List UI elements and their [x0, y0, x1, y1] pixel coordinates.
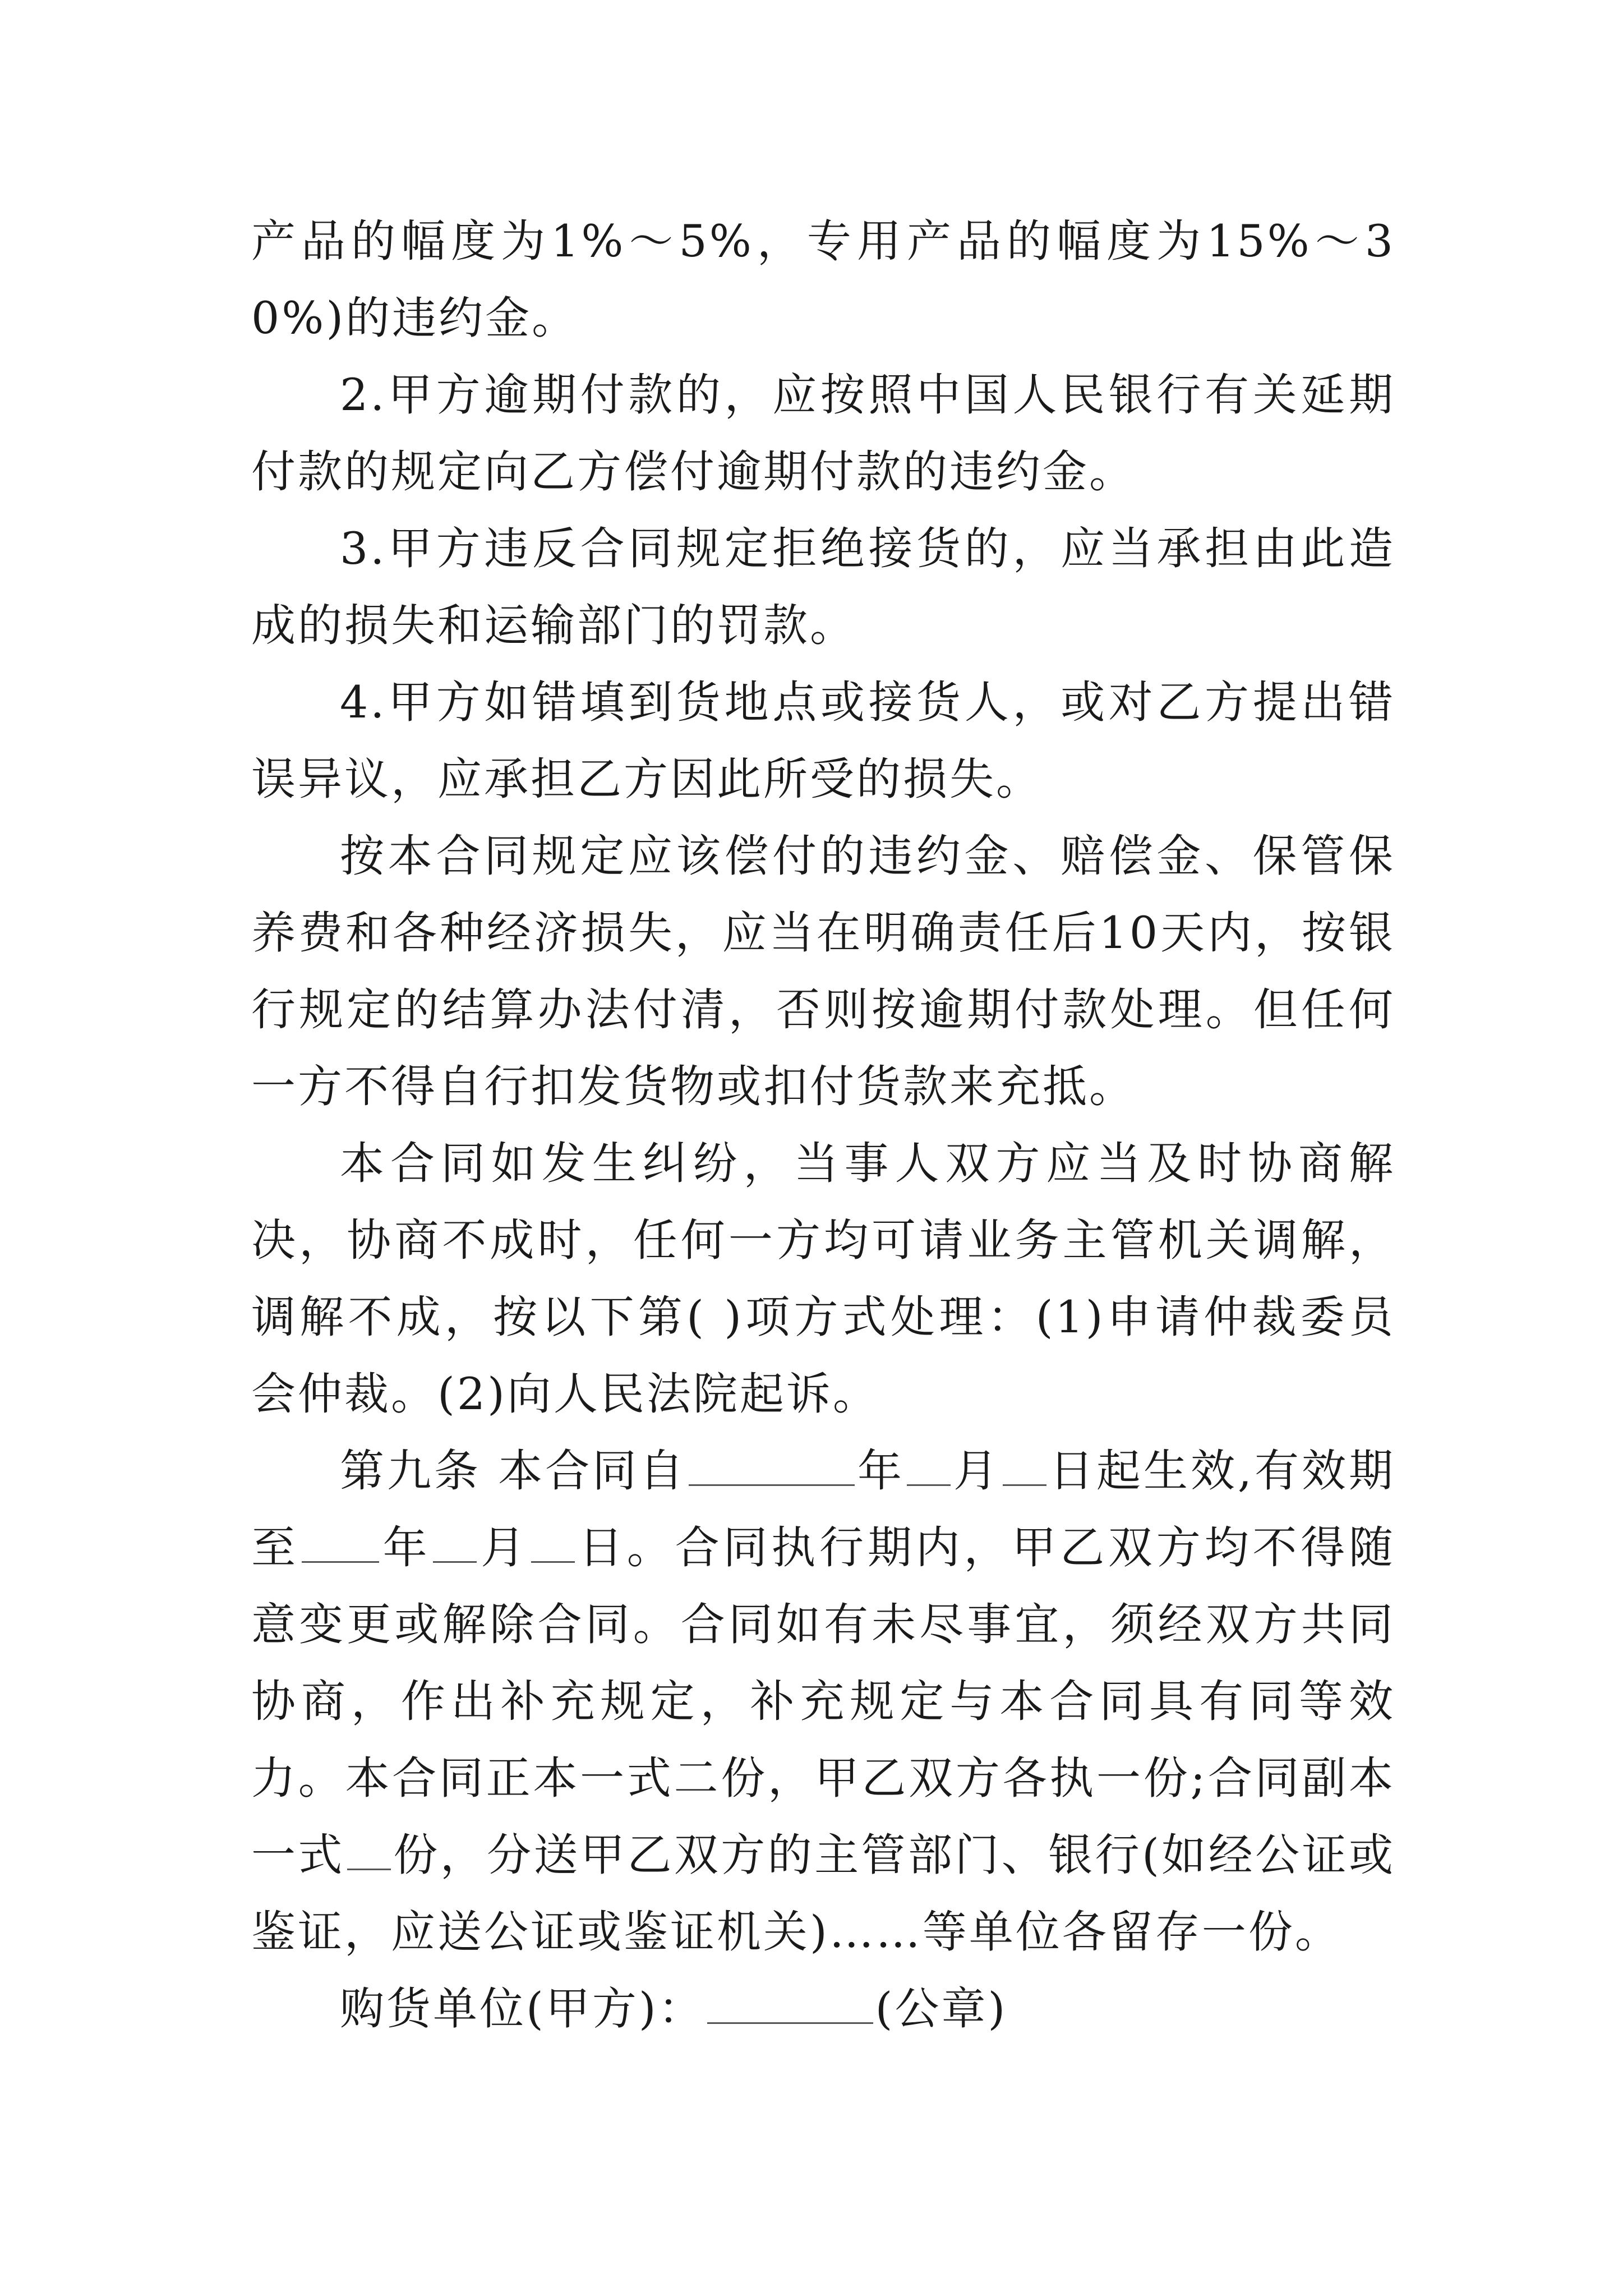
paragraph-clause-4: 4.甲方如错填到货地点或接货人，或对乙方提出错误异议，应承担乙方因此所受的损失。 — [251, 677, 1395, 805]
paragraph-article-9 — [251, 1433, 1395, 1971]
paragraph-clause-3: 3.甲方违反合同规定拒绝接货的，应当承担由此造成的损失和运输部门的罚款。 — [251, 523, 1395, 651]
document-body — [251, 203, 1395, 2047]
article-9-end-year-label: 年 — [381, 1522, 431, 1573]
paragraph-signature — [251, 1971, 1395, 2047]
blank-copies-count[interactable] — [347, 1829, 391, 1870]
blank-start-year[interactable] — [689, 1445, 855, 1486]
article-9-body-text: 日。合同执行期内，甲乙双方均不得随意变更或解除合同。合同如有未尽事宜，须经双方共同协商，作出补充规定，补充规定与本合同具有同等效力。本合同正本一式二份，甲乙双方各执一份;合同副本一式 — [251, 1522, 1396, 1881]
blank-end-month[interactable] — [433, 1522, 477, 1563]
blank-end-day[interactable] — [531, 1522, 575, 1563]
article-9-year-label: 年 — [857, 1445, 905, 1497]
paragraph-settlement: 按本合同规定应该偿付的违约金、赔偿金、保管保养费和各种经济损失，应当在明确责任后10天内，按银行规定的结算办法付清，否则按逾期付款处理。但任何一方不得自行扣发货物或扣付货款来充抵。 — [251, 830, 1395, 1112]
buyer-label: 购货单位(甲方)： — [340, 1983, 705, 2035]
paragraph-dispute: 本合同如发生纠纷，当事人双方应当及时协商解决，协商不成时，任何一方均可请业务主管机关调解，调解不成，按以下第( )项方式处理：(1)申请仲裁委员会仲裁。(2)向人民法院起诉。 — [251, 1138, 1395, 1420]
article-9-effective-text: 日起生效,有效期至 — [251, 1445, 1396, 1573]
blank-end-year[interactable] — [302, 1522, 379, 1563]
blank-start-day[interactable] — [1003, 1445, 1046, 1486]
article-9-end-month-label: 月 — [479, 1522, 529, 1573]
blank-buyer-name[interactable] — [707, 1983, 873, 2024]
seal-label: (公章) — [875, 1983, 1008, 2035]
blank-start-month[interactable] — [907, 1445, 951, 1486]
article-9-month-label: 月 — [953, 1445, 1000, 1497]
paragraph-penalty-range: 产品的幅度为1%～5%，专用产品的幅度为15%～30%)的违约金。 — [251, 215, 1395, 344]
article-9-text-start: 本合同自 — [498, 1445, 687, 1497]
paragraph-clause-2: 2.甲方逾期付款的，应按照中国人民银行有关延期付款的规定向乙方偿付逾期付款的违约金。 — [251, 369, 1395, 498]
article-9-label: 第九条 — [340, 1445, 481, 1497]
article-9-closing-text: 份，分送甲乙双方的主管部门、银行(如经公证或鉴证，应送公证或鉴证机关)……等单位各留存一份。 — [251, 1829, 1396, 1958]
